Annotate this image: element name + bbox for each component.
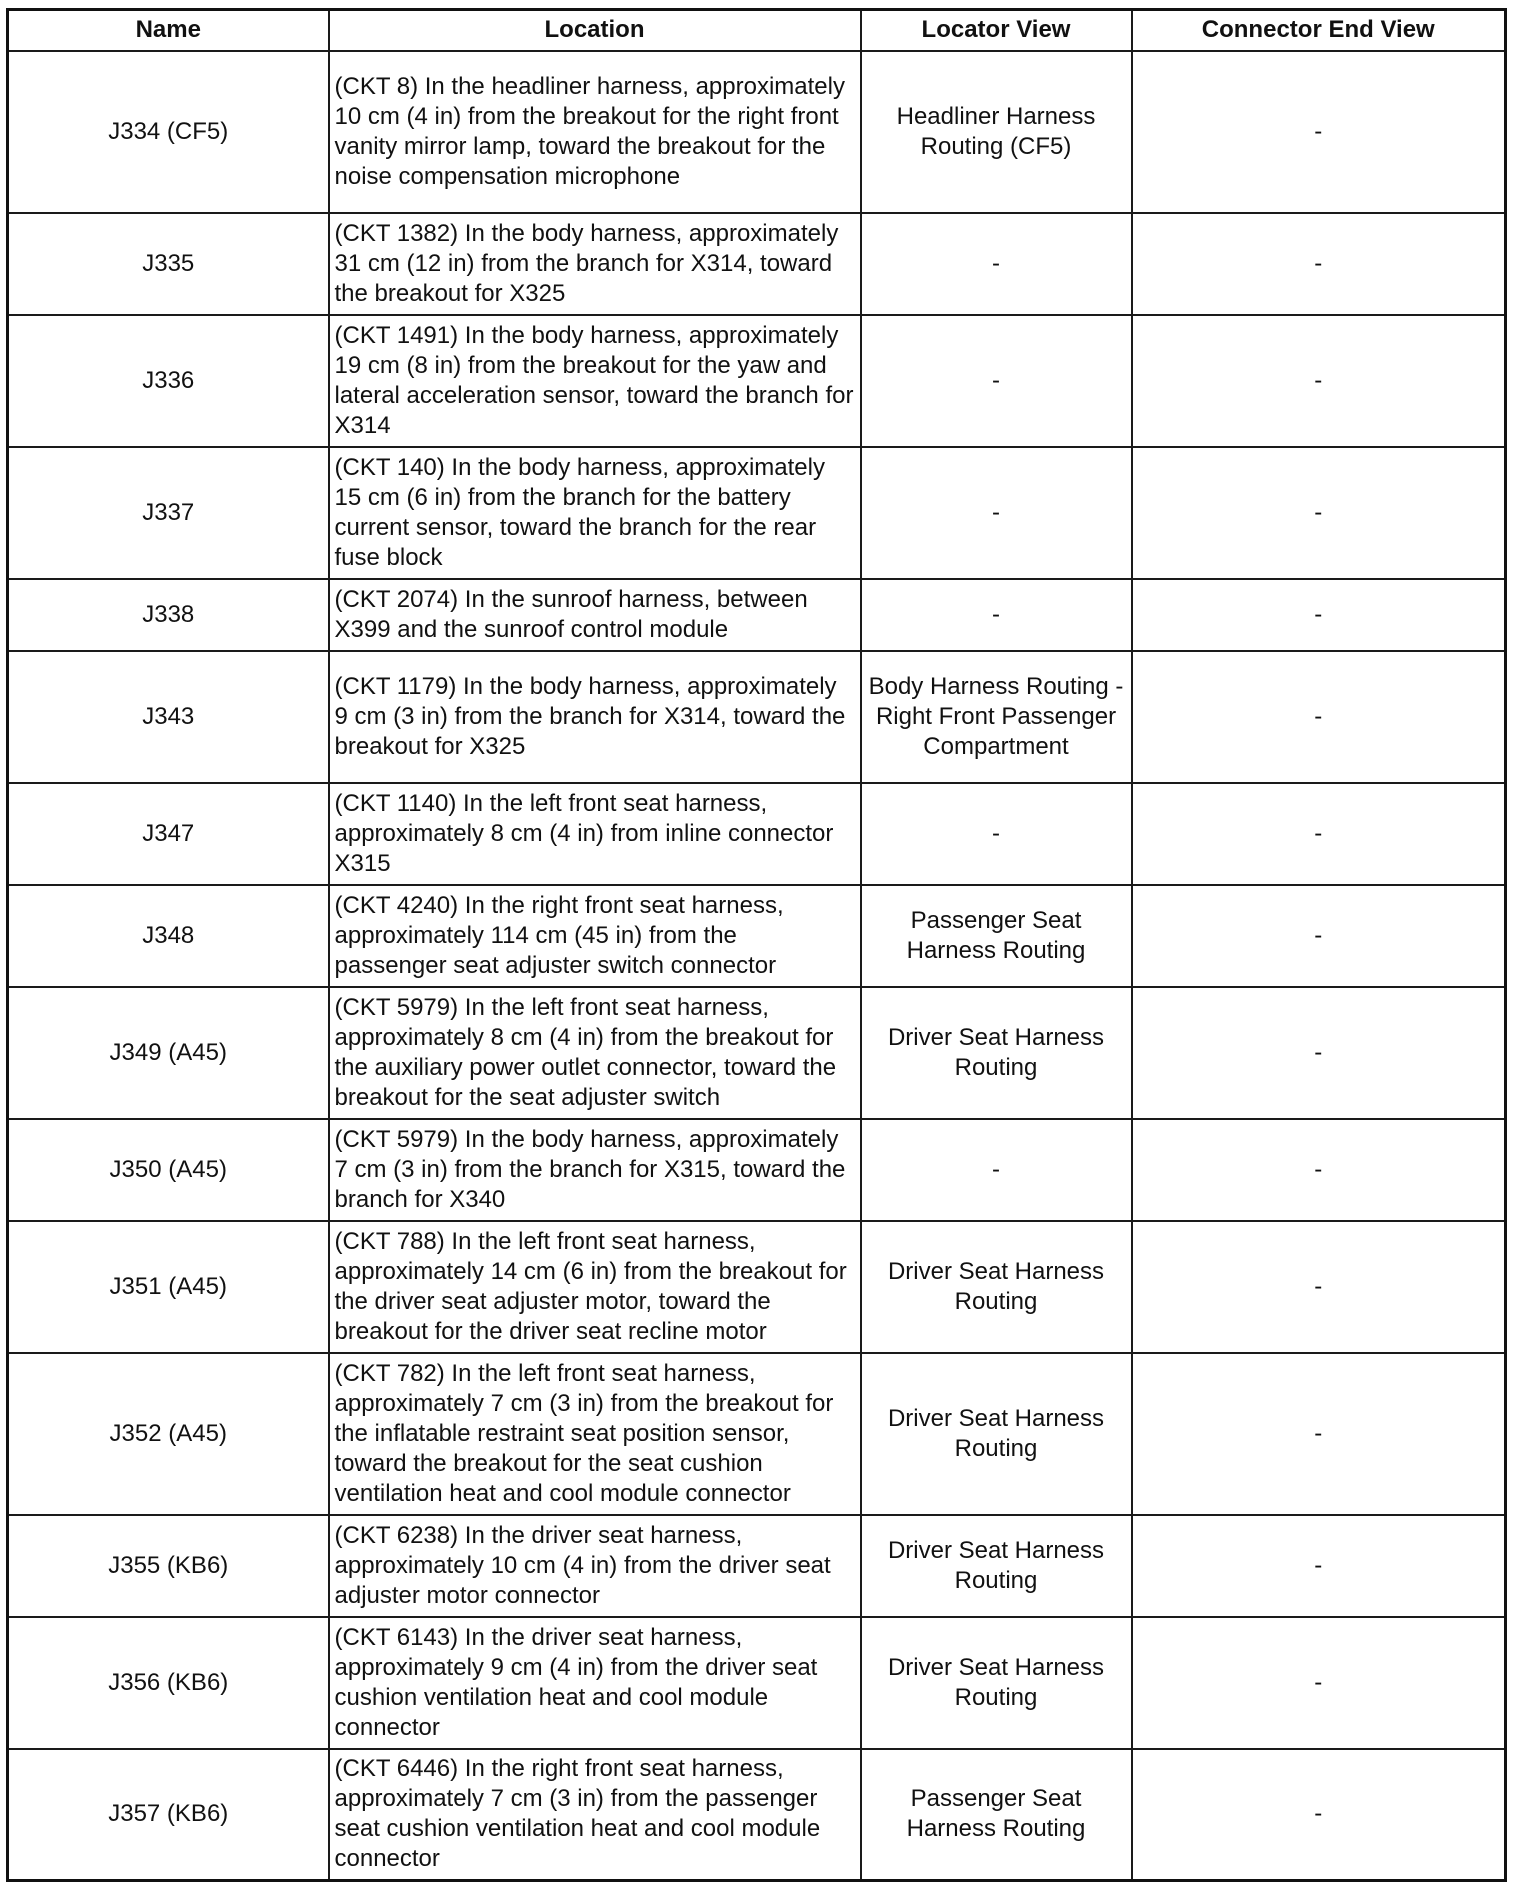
- cell-name: J334 (CF5): [8, 51, 329, 213]
- table-row: [8, 1221, 1506, 1353]
- cell-connector-end-view: -: [1132, 1353, 1506, 1515]
- cell-name: J335: [8, 213, 329, 315]
- table-row: [8, 447, 1506, 579]
- table-row: [8, 579, 1506, 651]
- cell-locator-view: Passenger Seat Harness Routing: [861, 1749, 1132, 1881]
- cell-locator-view: -: [861, 579, 1132, 651]
- cell-name: J337: [8, 447, 329, 579]
- cell-connector-end-view: -: [1132, 1617, 1506, 1749]
- header-name: Name: [8, 10, 329, 51]
- header-location: Location: [329, 10, 861, 51]
- table-row: [8, 51, 1506, 213]
- cell-name: J357 (KB6): [8, 1749, 329, 1881]
- cell-connector-end-view: -: [1132, 1221, 1506, 1353]
- cell-locator-view: Body Harness Routing - Right Front Passenger Compartment: [861, 651, 1132, 783]
- cell-locator-view: -: [861, 1119, 1132, 1221]
- splice-table-sheet: [6, 8, 1504, 1882]
- cell-locator-view: Driver Seat Harness Routing: [861, 1515, 1132, 1617]
- cell-connector-end-view: -: [1132, 51, 1506, 213]
- cell-name: J355 (KB6): [8, 1515, 329, 1617]
- cell-location: (CKT 1382) In the body harness, approximately 31 cm (12 in) from the branch for X314, toward the breakout for X325: [329, 213, 861, 315]
- cell-location: (CKT 4240) In the right front seat harness, approximately 114 cm (45 in) from the passenger seat adjuster switch connector: [329, 885, 861, 987]
- cell-locator-view: -: [861, 783, 1132, 885]
- cell-name: J338: [8, 579, 329, 651]
- cell-name: J352 (A45): [8, 1353, 329, 1515]
- cell-connector-end-view: -: [1132, 1119, 1506, 1221]
- table-row: [8, 315, 1506, 447]
- cell-name: J351 (A45): [8, 1221, 329, 1353]
- cell-locator-view: -: [861, 447, 1132, 579]
- table-row: [8, 1749, 1506, 1881]
- cell-location: (CKT 1179) In the body harness, approximately 9 cm (3 in) from the branch for X314, toward the breakout for X325: [329, 651, 861, 783]
- header-connector-end-view: Connector End View: [1132, 10, 1506, 51]
- cell-location: (CKT 140) In the body harness, approximately 15 cm (6 in) from the branch for the battery current sensor, toward the branch for the rear fuse block: [329, 447, 861, 579]
- cell-locator-view: Headliner Harness Routing (CF5): [861, 51, 1132, 213]
- table-row: [8, 1515, 1506, 1617]
- cell-location: (CKT 5979) In the left front seat harness, approximately 8 cm (4 in) from the breakout for the auxiliary power outlet connector, toward the breakout for the seat adjuster switch: [329, 987, 861, 1119]
- cell-location: (CKT 6143) In the driver seat harness, approximately 9 cm (4 in) from the driver seat cushion ventilation heat and cool module connector: [329, 1617, 861, 1749]
- header-locator-view: Locator View: [861, 10, 1132, 51]
- cell-name: J349 (A45): [8, 987, 329, 1119]
- cell-location: (CKT 6238) In the driver seat harness, approximately 10 cm (4 in) from the driver seat adjuster motor connector: [329, 1515, 861, 1617]
- cell-location: (CKT 788) In the left front seat harness, approximately 14 cm (6 in) from the breakout for the driver seat adjuster motor, toward the breakout for the driver seat recline motor: [329, 1221, 861, 1353]
- table-row: [8, 213, 1506, 315]
- cell-name: J348: [8, 885, 329, 987]
- table-row: [8, 651, 1506, 783]
- cell-location: (CKT 6446) In the right front seat harness, approximately 7 cm (3 in) from the passenger seat cushion ventilation heat and cool module connector: [329, 1749, 861, 1881]
- cell-name: J350 (A45): [8, 1119, 329, 1221]
- cell-locator-view: Driver Seat Harness Routing: [861, 987, 1132, 1119]
- cell-locator-view: Driver Seat Harness Routing: [861, 1617, 1132, 1749]
- splice-location-table: [6, 8, 1507, 1882]
- cell-connector-end-view: -: [1132, 1515, 1506, 1617]
- cell-location: (CKT 1491) In the body harness, approximately 19 cm (8 in) from the breakout for the yaw and lateral acceleration sensor, toward the branch for X314: [329, 315, 861, 447]
- cell-location: (CKT 782) In the left front seat harness, approximately 7 cm (3 in) from the breakout for the inflatable restraint seat position sensor, toward the breakout for the seat cushion ventilation heat and cool module connector: [329, 1353, 861, 1515]
- table-row: [8, 1353, 1506, 1515]
- table-row: [8, 987, 1506, 1119]
- cell-name: J356 (KB6): [8, 1617, 329, 1749]
- cell-connector-end-view: -: [1132, 315, 1506, 447]
- cell-location: (CKT 8) In the headliner harness, approximately 10 cm (4 in) from the breakout for the right front vanity mirror lamp, toward the breakout for the noise compensation microphone: [329, 51, 861, 213]
- cell-connector-end-view: -: [1132, 651, 1506, 783]
- cell-connector-end-view: -: [1132, 987, 1506, 1119]
- cell-locator-view: Passenger Seat Harness Routing: [861, 885, 1132, 987]
- cell-location: (CKT 5979) In the body harness, approximately 7 cm (3 in) from the branch for X315, toward the branch for X340: [329, 1119, 861, 1221]
- cell-connector-end-view: -: [1132, 783, 1506, 885]
- cell-locator-view: -: [861, 315, 1132, 447]
- cell-connector-end-view: -: [1132, 213, 1506, 315]
- cell-locator-view: Driver Seat Harness Routing: [861, 1353, 1132, 1515]
- cell-connector-end-view: -: [1132, 579, 1506, 651]
- table-row: [8, 783, 1506, 885]
- cell-location: (CKT 2074) In the sunroof harness, between X399 and the sunroof control module: [329, 579, 861, 651]
- cell-name: J347: [8, 783, 329, 885]
- cell-connector-end-view: -: [1132, 447, 1506, 579]
- cell-connector-end-view: -: [1132, 1749, 1506, 1881]
- table-header-row: [8, 10, 1506, 51]
- cell-location: (CKT 1140) In the left front seat harness, approximately 8 cm (4 in) from inline connector X315: [329, 783, 861, 885]
- cell-connector-end-view: -: [1132, 885, 1506, 987]
- table-row: [8, 885, 1506, 987]
- cell-locator-view: Driver Seat Harness Routing: [861, 1221, 1132, 1353]
- cell-locator-view: -: [861, 213, 1132, 315]
- cell-name: J336: [8, 315, 329, 447]
- table-row: [8, 1119, 1506, 1221]
- cell-name: J343: [8, 651, 329, 783]
- table-row: [8, 1617, 1506, 1749]
